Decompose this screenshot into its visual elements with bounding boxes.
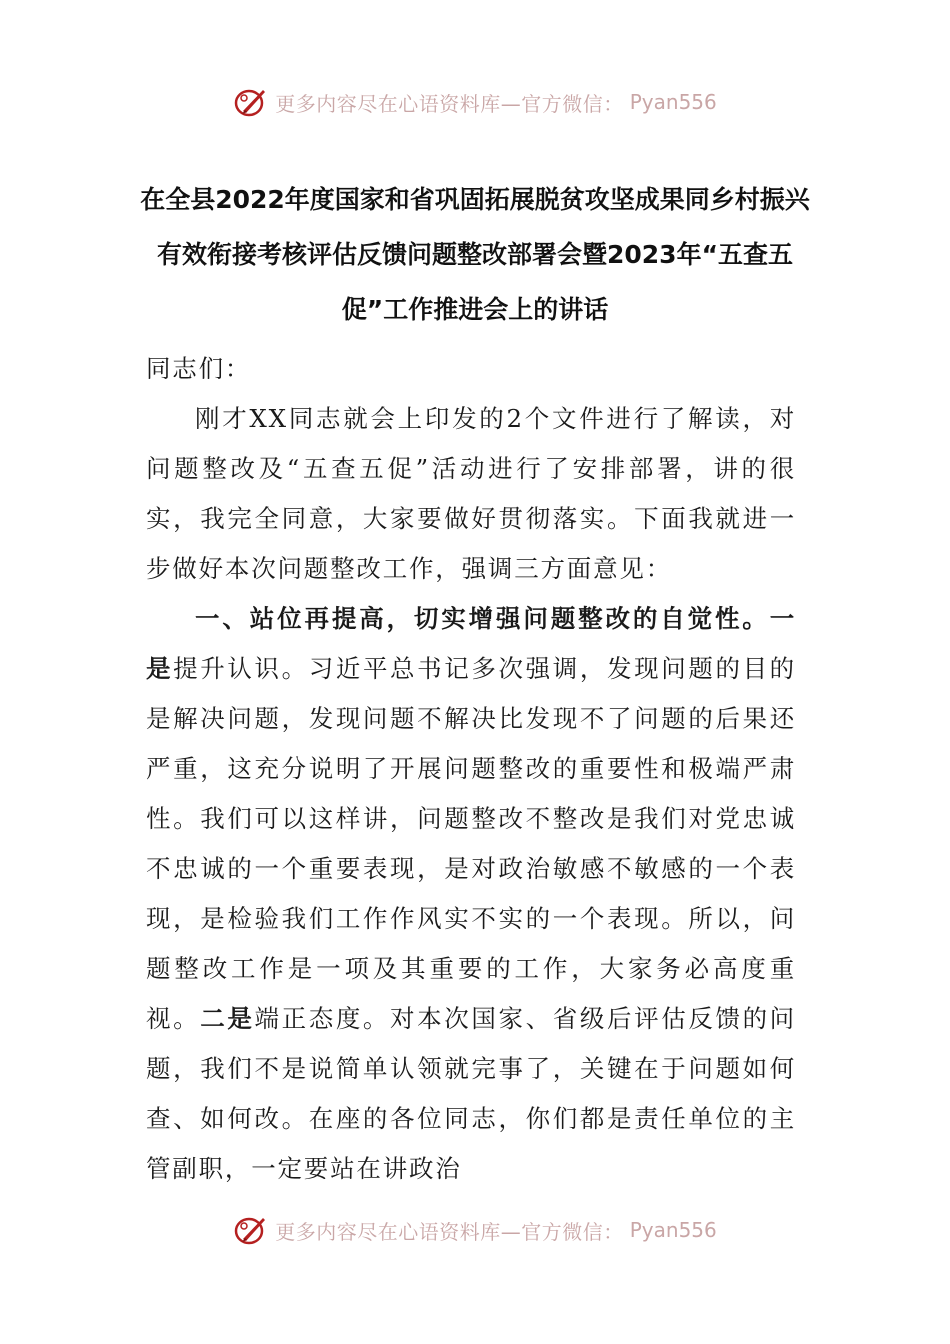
- point-2-label: 二是: [200, 1004, 255, 1033]
- point-2-text: 端正态度。对本次国家、省级后评估反馈的问题，我们不是说简单认领就完事了，关键在于问题如何查、如何改。在座的各位同志，你们都是责任单位的主管副职，一定要站在讲政治: [146, 1004, 796, 1183]
- document-title: 在全县2022年度国家和省巩固拓展脱贫攻坚成果同乡村振兴有效衔接考核评估反馈问题整改部署会暨2023年“五查五促”工作推进会上的讲话: [140, 185, 810, 324]
- banner-wechat-id: Pyan556: [629, 1218, 717, 1242]
- quill-logo-icon: [233, 84, 269, 120]
- point-1-text: 提升认识。习近平总书记多次强调，发现问题的目的是解决问题，发现问题不解决比发现不了问题的后果还严重，这充分说明了开展问题整改的重要性和极端严肃性。我们可以这样讲，问题整改不整改是我们对党忠诚不忠诚的一个重要表现，是对政治敏感不敏感的一个表现，是检验我们工作作风实不实的一个表现。所以，问题整改工作是一项及其重要的工作，大家务必高度重视。: [146, 654, 796, 1033]
- intro-paragraph: 刚才XX同志就会上印发的2个文件进行了解读，对问题整改及“五查五促”活动进行了安排部署，讲的很实，我完全同意，大家要做好贯彻落实。下面我就进一步做好本次问题整改工作，强调三方面意见：: [146, 404, 796, 583]
- section-1-heading: 一、站位再提高，切实增强问题整改的自觉性。: [195, 604, 770, 633]
- banner-slogan: 更多内容尽在心语资料库—官方微信：: [275, 1219, 624, 1244]
- footer-banner: [0, 1210, 950, 1250]
- banner-slogan: 更多内容尽在心语资料库—官方微信：: [275, 91, 624, 116]
- section-1-paragraph: [146, 594, 796, 1194]
- salutation: 同志们：: [146, 354, 252, 383]
- quill-logo-icon: [233, 1212, 269, 1248]
- header-banner: [0, 82, 950, 122]
- point-1-label: 一是: [146, 604, 796, 683]
- document-body: [146, 344, 796, 1194]
- banner-wechat-id: Pyan556: [629, 90, 717, 114]
